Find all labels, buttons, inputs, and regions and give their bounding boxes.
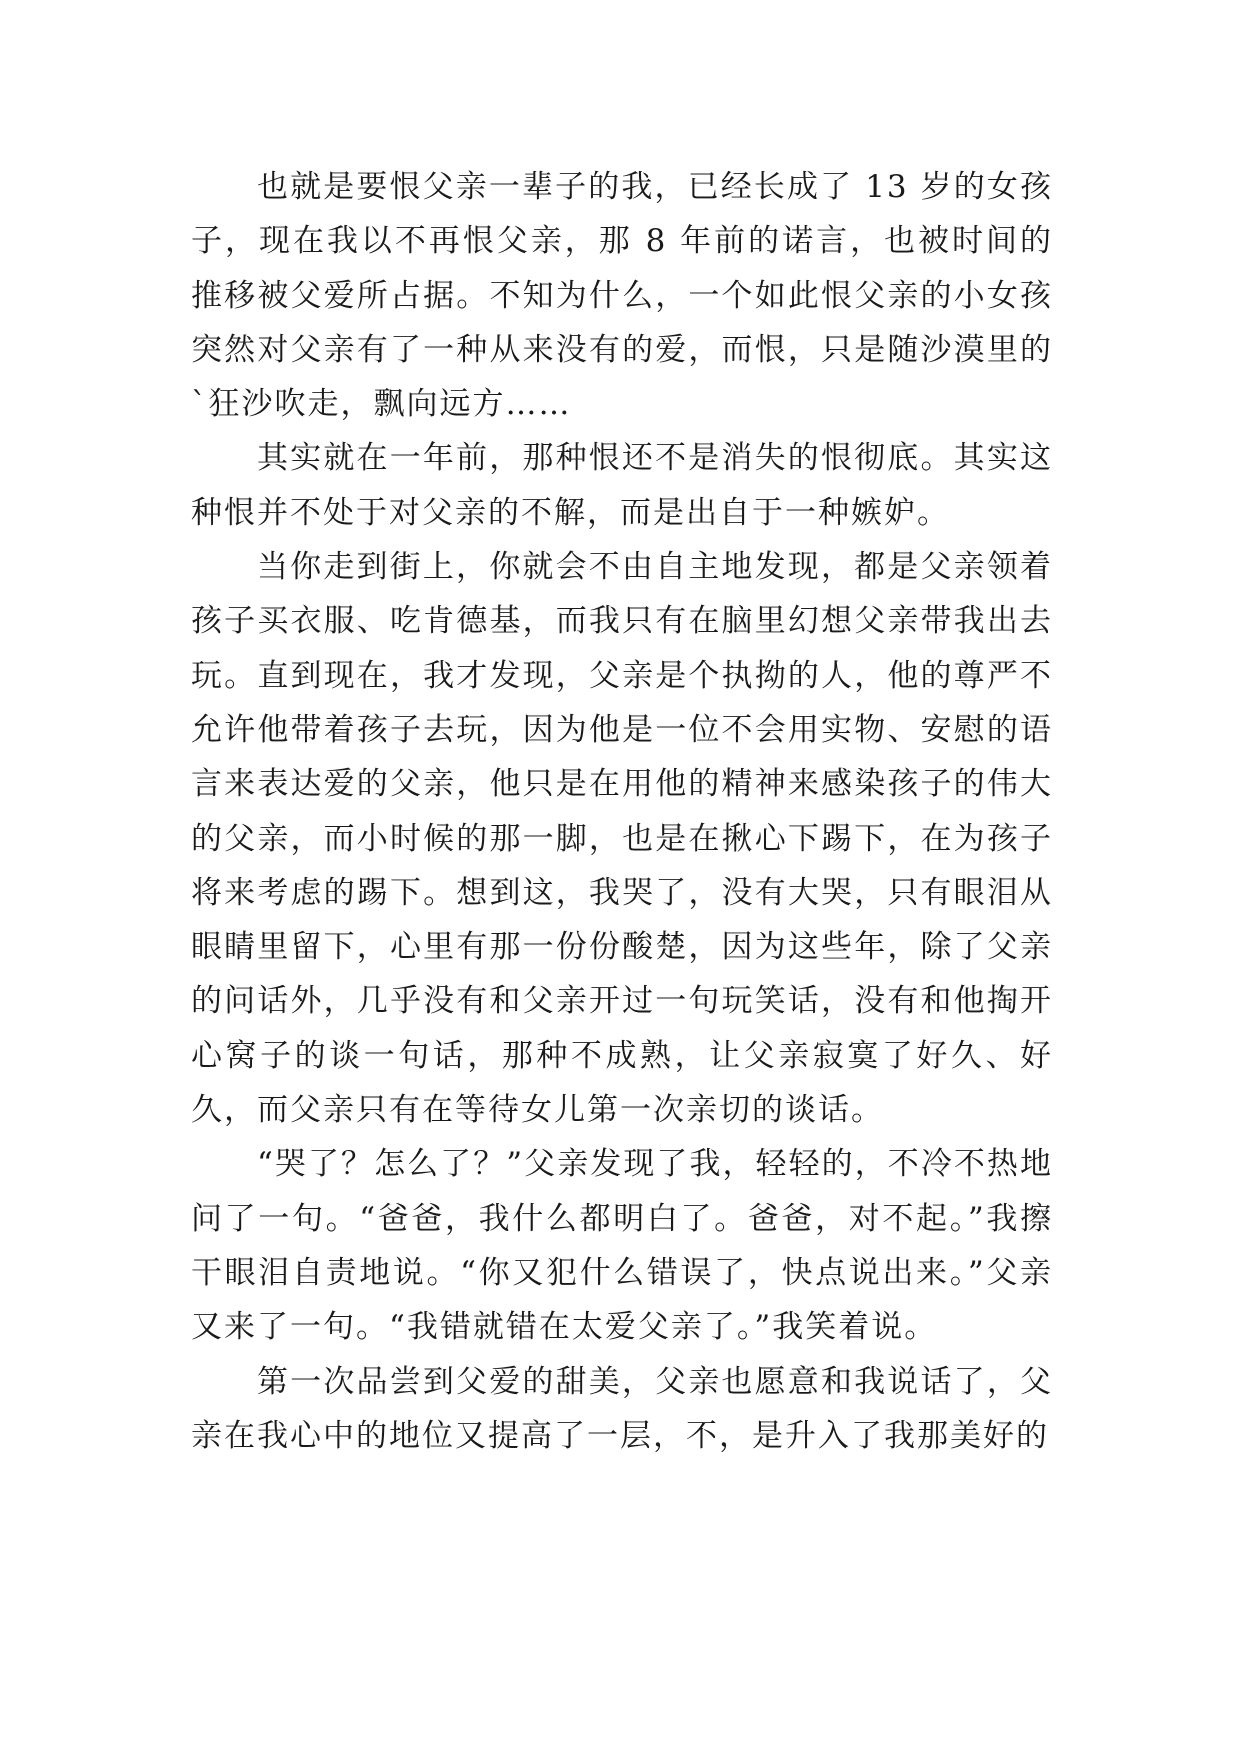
paragraph-1: 也就是要恨父亲一辈子的我，已经长成了 13 岁的女孩子，现在我以不再恨父亲，那 8 年前的诺言，也被时间的推移被父爱所占据。不知为什么，一个如此恨父亲的小女孩突然对父亲有了一种从来没有的爱，而恨，只是随沙漠里的`狂沙吹走，飘向远方…… — [191, 169, 1053, 423]
paragraph-2: 其实就在一年前，那种恨还不是消失的恨彻底。其实这种恨并不处于对父亲的不解，而是出自于一种嫉妒。 — [191, 440, 1053, 531]
paragraph-4: “哭了？怎么了？”父亲发现了我，轻轻的，不冷不热地问了一句。“爸爸，我什么都明白了。爸爸，对不起。”我擦干眼泪自责地说。“你又犯什么错误了，快点说出来。”父亲又来了一句。“我错就错在太爱父亲了。”我笑着说。 — [191, 1146, 1053, 1346]
paragraph-3: 当你走到街上，你就会不由自主地发现，都是父亲领着孩子买衣服、吃肯德基，而我只有在脑里幻想父亲带我出去玩。直到现在，我才发现，父亲是个执拗的人，他的尊严不允许他带着孩子去玩，因为他是一位不会用实物、安慰的语言来表达爱的父亲，他只是在用他的精神来感染孩子的伟大的父亲，而小时候的那一脚，也是在揪心下踢下，在为孩子将来考虑的踢下。想到这，我哭了，没有大哭，只有眼泪从眼睛里留下，心里有那一份份酸楚，因为这些年，除了父亲的问话外，几乎没有和父亲开过一句玩笑话，没有和他掏开心窝子的谈一句话，那种不成熟，让父亲寂寞了好久、好久，而父亲只有在等待女儿第一次亲切的谈话。 — [191, 549, 1053, 1129]
paragraph-5: 第一次品尝到父爱的甜美，父亲也愿意和我说话了，父亲在我心中的地位又提高了一层，不，是升入了我那美好的 — [191, 1363, 1053, 1454]
body-text — [191, 160, 1053, 1463]
